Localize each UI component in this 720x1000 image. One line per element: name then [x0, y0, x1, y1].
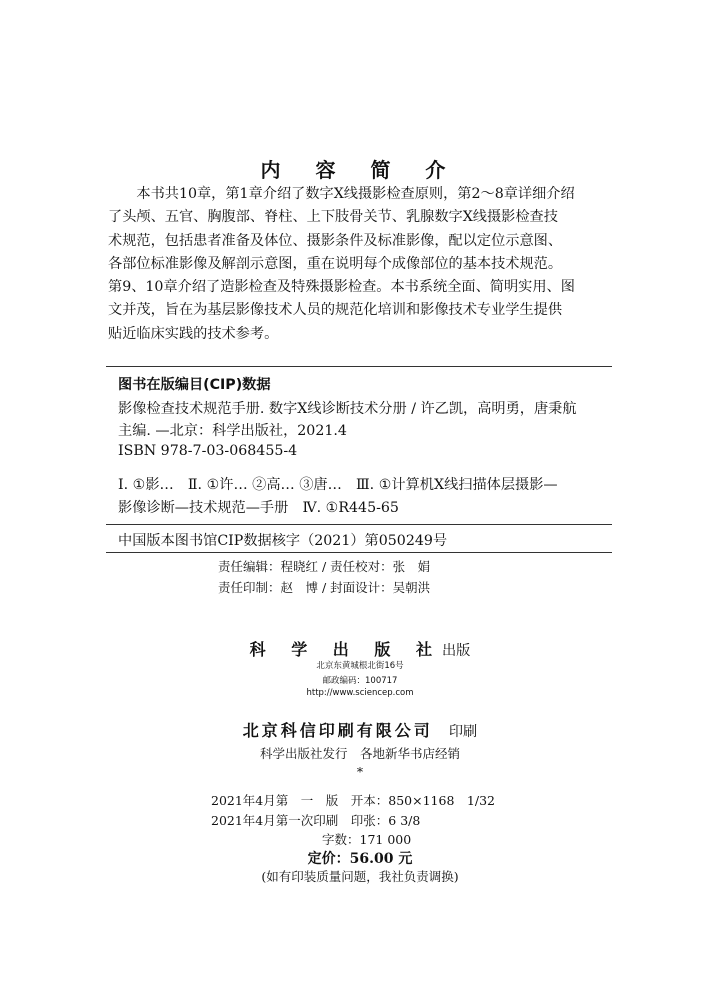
publisher-url: http://www.sciencep.com	[306, 688, 414, 698]
summary-title: 内 容 简 介	[260, 158, 460, 182]
printer-suffix: 印刷	[448, 724, 478, 740]
cip-divider	[106, 524, 612, 525]
summary-text	[108, 183, 608, 346]
cip-line: 影像检查技术规范手册. 数字X线诊断技术分册 / 许乙凯，高明勇，唐秉航	[118, 401, 577, 417]
cip-bottom-divider	[106, 552, 612, 553]
word-count: 字数：171 000	[322, 832, 412, 847]
summary-line: 术规范，包括患者准备及体位、摄影条件及标准影像，配以定位示意图、	[108, 232, 563, 249]
summary-line: 贴近临床实践的技术参考。	[108, 325, 279, 342]
quality-notice: (如有印装质量问题，我社负责调换)	[261, 869, 459, 884]
publisher-postcode: 邮政编码：100717	[322, 676, 398, 686]
summary-line: 第9、10章介绍了造影检查及特殊摄影检查。本书系统全面、简明实用、图	[108, 279, 575, 296]
printing-line: 2021年4月第一次印刷 印张：6 3/8	[211, 813, 421, 828]
cip-line: 主编. —北京：科学出版社，2021.4	[118, 423, 347, 439]
edition-line: 2021年4月第 一 版 开本：850×1168 1/32	[211, 793, 495, 808]
summary-line: 各部位标准影像及解剖示意图，重在说明每个成像部位的基本技术规范。	[108, 255, 563, 272]
summary-line: 了头颅、五官、胸腹部、脊柱、上下肢骨关节、乳腺数字X线摄影检查技	[108, 209, 558, 226]
publisher-suffix: 出版	[441, 643, 471, 659]
credits-production: 责任印制：赵 博 / 封面设计：吴朝洪	[218, 580, 431, 595]
printer-line	[0, 718, 720, 741]
credits-editors: 责任编辑：程晓红 / 责任校对：张 娟	[218, 559, 431, 574]
printer-name: 北京科信印刷有限公司	[242, 721, 433, 740]
cip-isbn: ISBN 978-7-03-068455-4	[118, 443, 298, 459]
separator-star: *	[356, 764, 364, 779]
distribution: 科学出版社发行 各地新华书店经销	[259, 746, 460, 761]
cip-heading: 图书在版编目(CIP)数据	[118, 377, 271, 393]
top-divider	[106, 366, 612, 367]
publisher-name: 科 学 出 版 社	[249, 640, 442, 659]
price: 定价：56.00 元	[307, 851, 413, 867]
summary-line: 本书共10章，第1章介绍了数字X线摄影检查原则，第2～8章详细介绍	[108, 186, 575, 202]
summary-line: 文并茂，旨在为基层影像技术人员的规范化培训和影像技术专业学生提供	[108, 302, 563, 319]
publisher-address: 北京东黄城根北街16号	[316, 661, 404, 671]
cip-classification: 影像诊断—技术规范—手册 Ⅳ. ①R445-65	[118, 500, 399, 516]
publisher-line	[0, 637, 720, 660]
cip-classification: Ⅰ. ①影… Ⅱ. ①许… ②高… ③唐… Ⅲ. ①计算机X线扫描体层摄影—	[118, 477, 558, 493]
cip-number: 中国版本图书馆CIP数据核字（2021）第050249号	[118, 533, 448, 549]
